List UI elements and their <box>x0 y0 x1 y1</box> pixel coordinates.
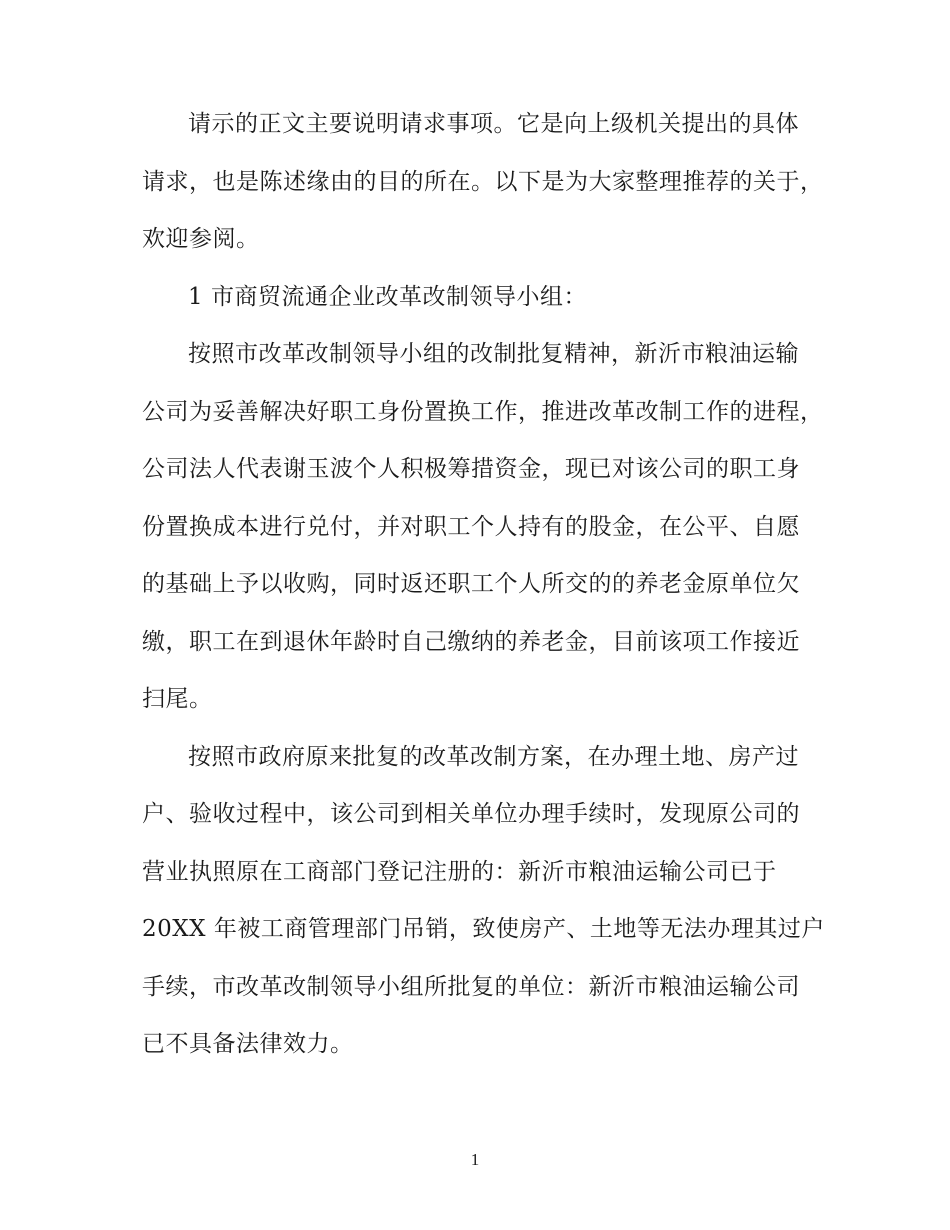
paragraph-line: 按照市政府原来批复的改革改制方案，在办理土地、房产过 <box>188 743 799 770</box>
paragraph-line: 份置换成本进行兑付，并对职工个人持有的股金，在公平、自愿 <box>142 513 800 540</box>
paragraph-line: 已不具备法律效力。 <box>142 1031 354 1057</box>
paragraph-line: 扫尾。 <box>142 686 213 712</box>
document-body <box>142 98 832 1076</box>
paragraph-line: 公司为妥善解决好职工身份置换工作，推进改革改制工作的进程， <box>142 398 824 425</box>
paragraph-line: 手续，市改革改制领导小组所批复的单位：新沂市粮油运输公司 <box>142 973 800 1000</box>
paragraph-line: 公司法人代表谢玉波个人积极筹措资金，现已对该公司的职工身 <box>142 456 800 482</box>
paragraph-line: 请示的正文主要说明请求事项。它是向上级机关提出的具体 <box>188 111 799 137</box>
paragraph-body-2 <box>142 731 832 1076</box>
paragraph-line: 20XX 年被工商管理部门吊销，致使房产、土地等无法办理其过户 <box>142 916 825 942</box>
paragraph-line: 的基础上予以收购，同时返还职工个人所交的的养老金原单位欠 <box>142 571 800 597</box>
paragraph-line: 1 市商贸流通企业改革改制领导小组： <box>188 283 587 310</box>
paragraph-line: 欢迎参阅。 <box>142 226 260 252</box>
paragraph-line: 户、验收过程中，该公司到相关单位办理手续时，发现原公司的 <box>142 801 800 827</box>
paragraph-body-1 <box>142 328 832 731</box>
paragraph-line: 营业执照原在工商部门登记注册的：新沂市粮油运输公司已于 <box>142 858 777 885</box>
paragraph-line: 按照市改革改制领导小组的改制批复精神，新沂市粮油运输 <box>188 341 799 367</box>
paragraph-line: 缴，职工在到退休年龄时自己缴纳的养老金，目前该项工作接近 <box>142 628 800 655</box>
paragraph-intro <box>142 98 832 271</box>
paragraph-line: 请求，也是陈述缘由的目的所在。以下是为大家整理推荐的关于， <box>142 168 824 195</box>
paragraph-salutation <box>142 271 832 329</box>
page-number: 1 <box>470 1150 480 1169</box>
